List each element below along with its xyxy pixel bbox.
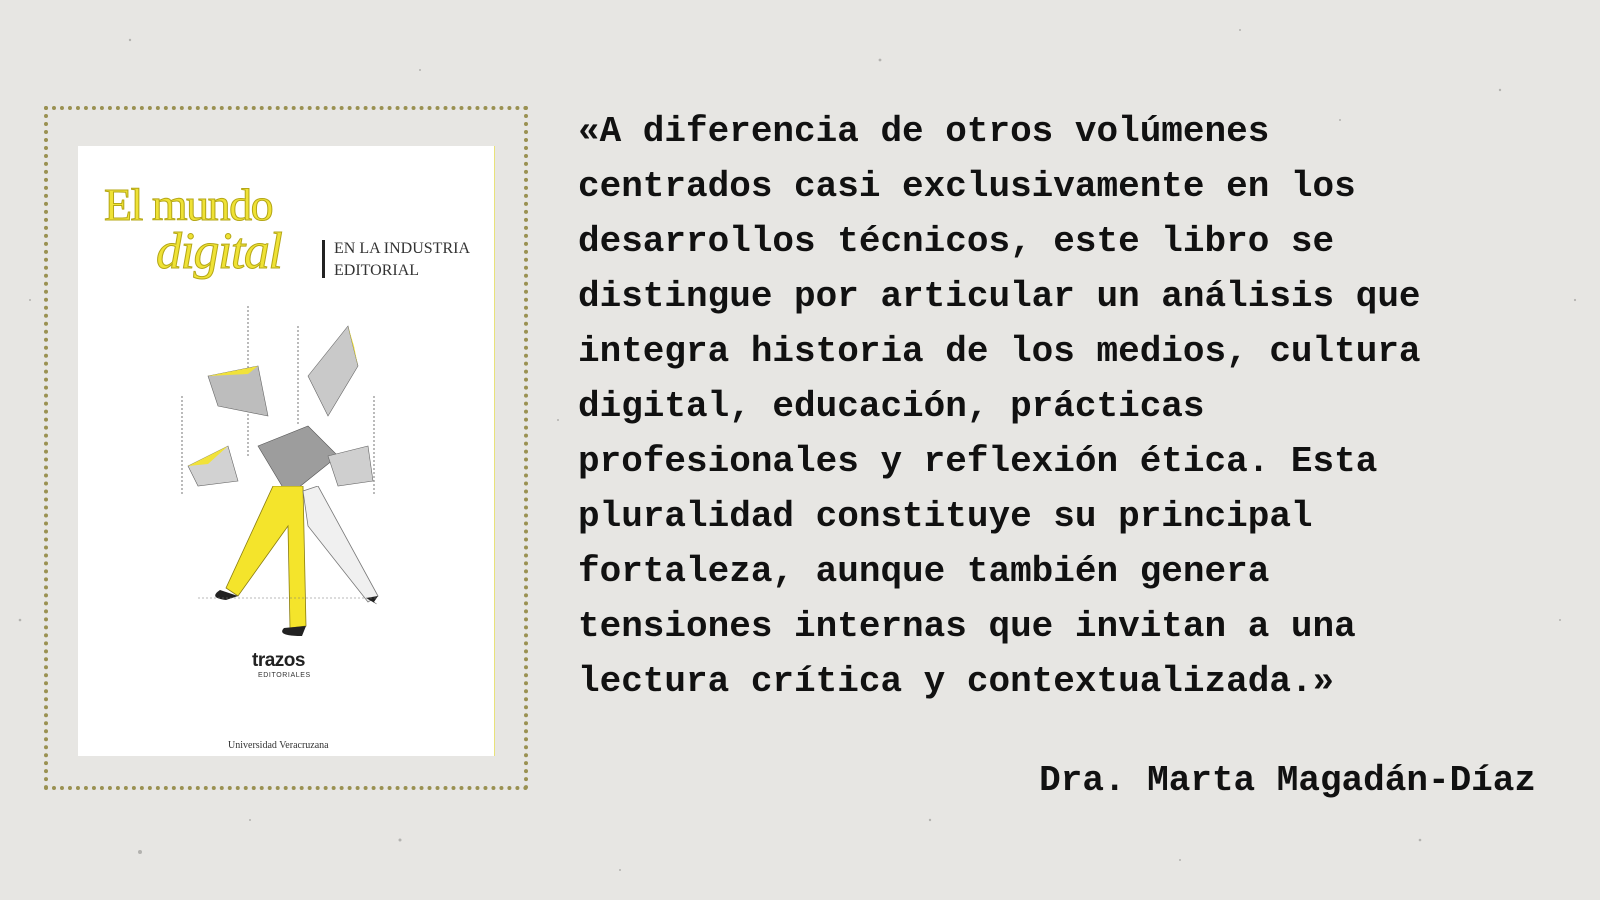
cover-university: Universidad Veracruzana bbox=[228, 740, 329, 751]
cover-divider bbox=[322, 240, 325, 278]
cover-title-line1: El mundo bbox=[104, 179, 273, 230]
cover-subtitle-line2: EDITORIAL bbox=[334, 262, 420, 279]
book-cover bbox=[78, 146, 495, 756]
cover-figure-legs bbox=[178, 486, 398, 656]
publisher-name: trazos bbox=[252, 650, 305, 671]
cover-subtitle bbox=[334, 238, 484, 282]
publisher-logo bbox=[252, 650, 305, 672]
publisher-subtitle: EDITORIALES bbox=[258, 672, 311, 679]
quote-author: Dra. Marta Magadán-Díaz bbox=[1039, 760, 1536, 801]
cover-subtitle-line1: EN LA INDUSTRIA bbox=[334, 240, 470, 257]
review-quote: «A diferencia de otros volúmenes centrados casi exclusivamente en los desarrollos técnicos, este libro se distingue por articular un análisis que integra historia de los medios, cultura digital, educación, prácticas profesionales y reflexión ética. Esta pluralidad constituye su principal fortaleza, aunque también genera tensiones internas que invitan a una lectura crítica y contextualizada.» bbox=[578, 111, 1421, 702]
cover-title-line2: digital bbox=[156, 223, 282, 280]
cover-illustration bbox=[178, 306, 398, 506]
